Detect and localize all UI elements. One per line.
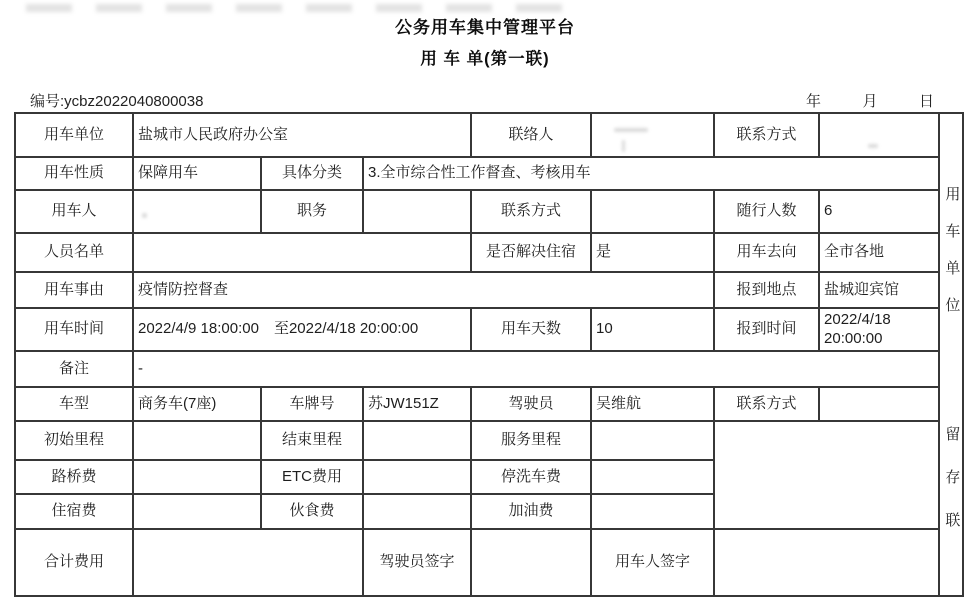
report-place-value: 盐城迎宾馆 <box>819 272 939 308</box>
plate-number-value: 苏JW151Z <box>363 387 471 421</box>
row-use-nature <box>15 157 963 190</box>
contact-phone-value <box>819 113 939 157</box>
position-value <box>363 190 471 233</box>
reason-value: 疫情防控督查 <box>133 272 714 308</box>
personnel-list-value <box>133 233 471 272</box>
category-value: 3.全市综合性工作督查、考核用车 <box>363 157 939 190</box>
row-personnel-list <box>15 233 963 272</box>
contact-person-label: 联络人 <box>471 113 591 157</box>
etc-fee-value <box>363 460 471 494</box>
use-time-value: 2022/4/9 18:00:00 至2022/4/18 20:00:00 <box>133 308 471 351</box>
row-vehicle <box>15 387 963 421</box>
page-subtitle: 用 车 单(第一联) <box>420 50 550 68</box>
report-time-value: 2022/4/18 20:00:00 <box>819 308 939 351</box>
serial-number: 编号:ycbz2022040800038 <box>30 93 204 110</box>
meal-fee-label: 伙食费 <box>261 494 363 529</box>
contact-phone-label: 联系方式 <box>714 113 819 157</box>
toll-fee-value <box>133 460 261 494</box>
user-signature-label: 用车人签字 <box>591 529 714 596</box>
lodging-label: 是否解决住宿 <box>471 233 591 272</box>
use-nature-value: 保障用车 <box>133 157 261 190</box>
page-title: 公务用车集中管理平台 <box>395 18 575 37</box>
user-label: 用车人 <box>15 190 133 233</box>
copy-strip <box>939 113 963 596</box>
date-month-label: 月 <box>862 93 878 110</box>
row-mileage <box>15 421 963 460</box>
redaction-smudge <box>868 144 878 148</box>
lodging-fee-value <box>133 494 261 529</box>
driver-signature-label: 驾驶员签字 <box>363 529 471 596</box>
destination-value: 全市各地 <box>819 233 939 272</box>
scan-artifact-row <box>26 4 562 12</box>
date-line <box>806 90 934 111</box>
scan-artifact <box>376 4 422 12</box>
scan-artifact <box>96 4 142 12</box>
scan-artifact <box>166 4 212 12</box>
user-value <box>133 190 261 233</box>
report-place-label: 报到地点 <box>714 272 819 308</box>
fuel-fee-value <box>591 494 714 529</box>
plate-number-label: 车牌号 <box>261 387 363 421</box>
parking-wash-fee-label: 停洗车费 <box>471 460 591 494</box>
vehicle-type-value: 商务车(7座) <box>133 387 261 421</box>
contact-person-value <box>591 113 714 157</box>
date-year-label: 年 <box>806 93 822 110</box>
use-unit-label: 用车单位 <box>15 113 133 157</box>
copy-strip-top-text: 用车单位 <box>943 186 961 334</box>
vehicle-use-form-table <box>14 112 964 597</box>
scan-artifact <box>236 4 282 12</box>
redaction-smudge <box>142 213 147 218</box>
fees-merged-blank-cell <box>714 421 939 529</box>
report-time-label: 报到时间 <box>714 308 819 351</box>
user-phone-value <box>591 190 714 233</box>
redaction-smudge <box>622 140 625 152</box>
meal-fee-value <box>363 494 471 529</box>
etc-fee-label: ETC费用 <box>261 460 363 494</box>
service-mileage-value <box>591 421 714 460</box>
parking-wash-fee-value <box>591 460 714 494</box>
start-mileage-label: 初始里程 <box>15 421 133 460</box>
personnel-list-label: 人员名单 <box>15 233 133 272</box>
driver-phone-label: 联系方式 <box>714 387 819 421</box>
fuel-fee-label: 加油费 <box>471 494 591 529</box>
use-days-value: 10 <box>591 308 714 351</box>
lodging-value: 是 <box>591 233 714 272</box>
vehicle-type-label: 车型 <box>15 387 133 421</box>
total-fee-label: 合计费用 <box>15 529 133 596</box>
date-day-label: 日 <box>918 93 934 110</box>
scan-artifact <box>26 4 72 12</box>
use-nature-label: 用车性质 <box>15 157 133 190</box>
category-label: 具体分类 <box>261 157 363 190</box>
copy-strip-bottom-text: 留存联 <box>943 426 961 555</box>
use-time-label: 用车时间 <box>15 308 133 351</box>
start-mileage-value <box>133 421 261 460</box>
total-fee-value <box>133 529 363 596</box>
user-signature-value <box>714 529 939 596</box>
end-mileage-label: 结束里程 <box>261 421 363 460</box>
companions-value: 6 <box>819 190 939 233</box>
scan-artifact <box>446 4 492 12</box>
driver-phone-value <box>819 387 939 421</box>
use-unit-value: 盐城市人民政府办公室 <box>133 113 471 157</box>
row-reason <box>15 272 963 308</box>
driver-value: 吴维航 <box>591 387 714 421</box>
row-user <box>15 190 963 233</box>
remark-value: - <box>133 351 939 387</box>
position-label: 职务 <box>261 190 363 233</box>
row-remark <box>15 351 963 387</box>
service-mileage-label: 服务里程 <box>471 421 591 460</box>
row-total-signatures <box>15 529 963 596</box>
user-phone-label: 联系方式 <box>471 190 591 233</box>
destination-label: 用车去向 <box>714 233 819 272</box>
use-days-label: 用车天数 <box>471 308 591 351</box>
toll-fee-label: 路桥费 <box>15 460 133 494</box>
scan-artifact <box>516 4 562 12</box>
row-use-time <box>15 308 963 351</box>
driver-signature-value <box>471 529 591 596</box>
driver-label: 驾驶员 <box>471 387 591 421</box>
end-mileage-value <box>363 421 471 460</box>
scan-artifact <box>306 4 352 12</box>
companions-label: 随行人数 <box>714 190 819 233</box>
remark-label: 备注 <box>15 351 133 387</box>
redaction-smudge <box>614 128 648 132</box>
row-use-unit <box>15 113 963 157</box>
reason-label: 用车事由 <box>15 272 133 308</box>
lodging-fee-label: 住宿费 <box>15 494 133 529</box>
